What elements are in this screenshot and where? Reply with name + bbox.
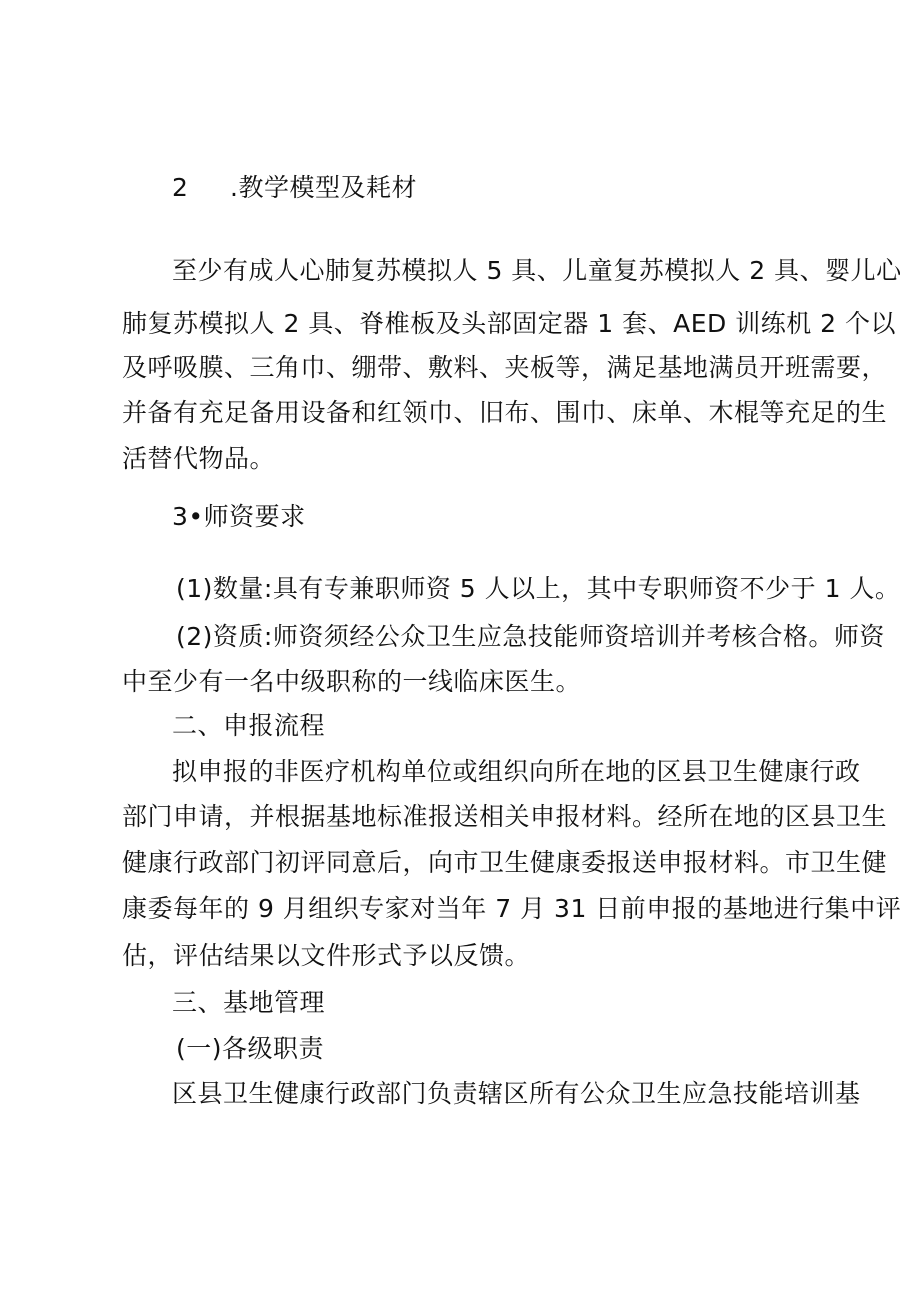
declare-line-4: 康委每年的 9 月组织专家对当年 7 月 31 日前申报的基地进行集中评 (122, 894, 902, 923)
section-2-heading (172, 173, 417, 203)
materials-line-5: 活替代物品。 (122, 444, 276, 473)
duties-line-1: 区县卫生健康行政部门负责辖区所有公众卫生应急技能培训基 (172, 1079, 861, 1108)
declare-line-2: 部门申请，并根据基地标准报送相关申报材料。经所在地的区县卫生 (122, 802, 888, 831)
subheading-duties: (一)各级职责 (176, 1034, 325, 1063)
heading-declare-process: 二、申报流程 (172, 711, 326, 740)
declare-line-1: 拟申报的非医疗机构单位或组织向所在地的区县卫生健康行政 (172, 757, 861, 786)
materials-line-2: 肺复苏模拟人 2 具、脊椎板及头部固定器 1 套、AED 训练机 2 个以 (122, 309, 896, 338)
section-2-title: .教学模型及耗材 (230, 173, 417, 202)
item-1-quantity: (1)数量:具有专兼职师资 5 人以上，其中专职师资不少于 1 人。 (176, 574, 901, 603)
item-2-qualification-line-2: 中至少有一名中级职称的一线临床医生。 (122, 667, 582, 696)
declare-line-3: 健康行政部门初评同意后，向市卫生健康委报送申报材料。市卫生健 (122, 848, 888, 877)
item-2-qualification-line-1: (2)资质:师资须经公众卫生应急技能师资培训并考核合格。师资 (176, 622, 885, 651)
materials-line-4: 并备有充足备用设备和红领巾、旧布、围巾、床单、木棍等充足的生 (122, 398, 888, 427)
materials-line-1: 至少有成人心肺复苏模拟人 5 具、儿童复苏模拟人 2 具、婴儿心 (172, 256, 902, 285)
heading-base-management: 三、基地管理 (172, 988, 326, 1017)
materials-line-3: 及呼吸膜、三角巾、绷带、敷料、夹板等，满足基地满员开班需要， (122, 353, 888, 382)
declare-line-5: 估，评估结果以文件形式予以反馈。 (122, 941, 531, 970)
section-3-heading: 3•师资要求 (172, 502, 306, 531)
section-2-number: 2 (172, 173, 189, 202)
